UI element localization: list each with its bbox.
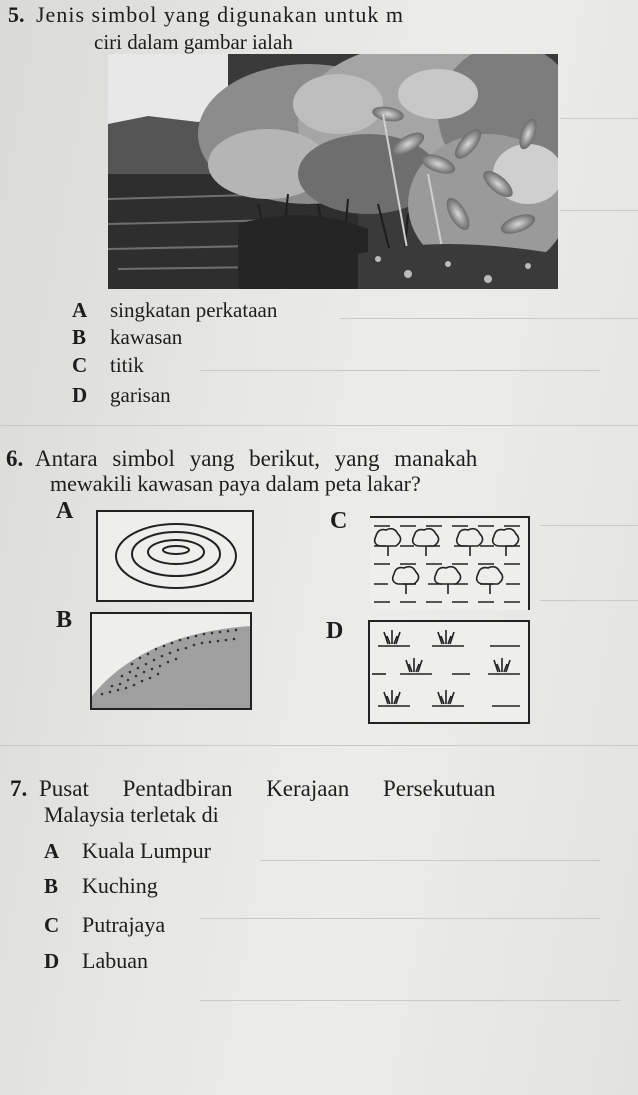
bleed-line [200,1000,620,1001]
option-letter: C [44,913,60,937]
q5-option-a[interactable] [72,298,277,323]
bleed-line [560,118,638,119]
bleed-line [0,425,638,426]
q6-label-c[interactable]: C [330,508,348,534]
symbol-d-swamp[interactable] [368,620,530,724]
q6-label-d[interactable]: D [326,618,344,644]
bleed-line [340,318,638,319]
option-text: Labuan [82,948,148,973]
q6-stem-line1 [6,446,477,472]
q7-text-line2: Malaysia terletak di [44,802,219,827]
symbol-b-shaded-slope[interactable] [90,612,252,710]
swamp-grass-icon [370,622,528,722]
q5-text-line2: ciri dalam gambar ialah [94,30,293,54]
option-letter: D [72,383,88,407]
option-text: Kuala Lumpur [82,838,211,863]
symbol-c-forest-swamp[interactable] [370,516,530,610]
q7-option-d[interactable] [44,948,148,974]
option-text: kawasan [110,325,183,349]
bleed-line [560,210,638,211]
q6-text-line1: Antara simbol yang berikut, yang manakah [35,446,478,471]
q7-option-c[interactable] [44,912,165,938]
q7-number: 7. [10,776,28,801]
option-letter: D [44,949,60,973]
bleed-line [200,370,600,371]
q6-text-line2: mewakili kawasan paya dalam peta lakar? [50,471,421,496]
bleed-line [260,860,600,861]
option-letter: B [44,874,59,898]
q5-option-b[interactable] [72,325,182,350]
q5-option-d[interactable] [72,383,171,408]
contour-rings-icon [98,512,252,600]
q6-label-a[interactable]: A [56,498,74,524]
bleed-line [540,525,638,526]
tree-marsh-icon [370,518,528,610]
q5-text-line1: Jenis simbol yang digunakan untuk m [36,2,405,27]
dotted-slope-icon [92,614,250,708]
option-letter: C [72,353,88,377]
option-letter: A [44,839,60,863]
bleed-line [0,745,638,746]
mangrove-photo [108,54,558,289]
option-text: Putrajaya [82,912,166,937]
option-letter: A [72,298,88,322]
bleed-line [540,600,638,601]
bleed-line [200,918,600,919]
q5-option-c[interactable] [72,353,144,378]
q7-option-a[interactable] [44,838,211,864]
symbol-a-contour[interactable] [96,510,254,602]
q7-text-line1: Pusat Pentadbiran Kerajaan Persekutuan [39,776,496,801]
q5-number: 5. [8,2,25,27]
q6-label-b[interactable]: B [56,607,73,633]
q7-stem-line1 [10,776,495,802]
option-text: Kuching [82,873,158,898]
option-letter: B [72,325,87,349]
option-text: garisan [110,383,171,407]
q7-option-b[interactable] [44,873,158,899]
q6-number: 6. [6,446,24,471]
option-text: singkatan perkataan [110,298,278,322]
q5-stem-line1 [8,2,404,28]
option-text: titik [110,353,144,377]
